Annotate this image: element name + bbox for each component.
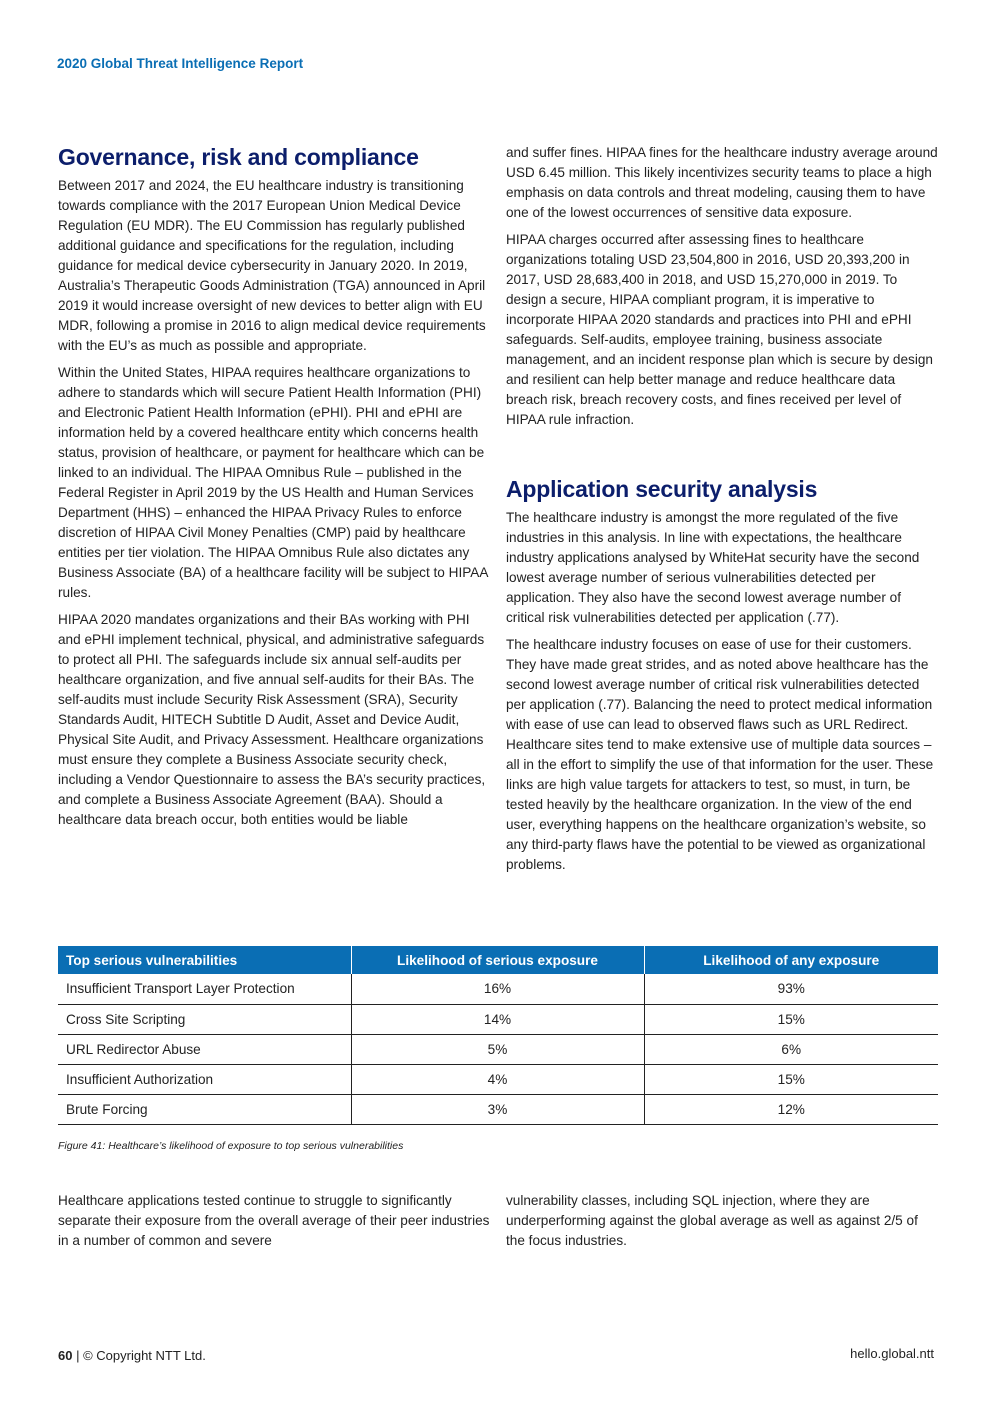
- figure-caption: Figure 41: Healthcare’s likelihood of exposure to top serious vulnerabilities: [58, 1140, 404, 1152]
- appsec-paragraph-2: The healthcare industry focuses on ease of use for their customers. They have made great strides, and as noted above healthcare has the second lowest average number of critical risk vulnerabilities detected per application (.77). Balancing the need to protect medical information with ease of use can lead to observed flaws such as URL Redirect. Healthcare sites tend to make extensive use of multiple data sources – all in the effort to simplify the use of that information for the user. These links are high value targets for attackers to test, so must, in turn, be tested heavily by the healthcare organization. In the view of the end user, everything happens on the healthcare organization’s website, so any third-party flaws have the potential to be viewed as organizational problems.: [506, 637, 934, 872]
- table-row: [58, 1004, 938, 1034]
- governance-paragraph-3: HIPAA 2020 mandates organizations and their BAs working with PHI and ePHI implement technical, physical, and administrative safeguards to protect all PHI. The safeguards include six annual self-audits per healthcare organization, and five annual self-audits for their BAs. The self-audits must include Security Risk Assessment (SRA), Security Standards Audit, HITECH Subtitle D Audit, Asset and Device Audit, Physical Site Audit, and Privacy Assessment. Healthcare organizations must ensure they complete a Business Associate security check, including a Vendor Questionnaire to assess the BA’s security practices, and complete a Business Associate Agreement (BAA). Should a healthcare data breach occur, both entities would be liable: [58, 612, 486, 827]
- vulnerability-name: Insufficient Transport Layer Protection: [58, 974, 351, 1004]
- closing-paragraph-right: vulnerability classes, including SQL injection, where they are underperforming against the global average as well as against 2/5 of the focus industries.: [506, 1193, 918, 1248]
- any-exposure-value: 15%: [644, 1004, 938, 1034]
- serious-exposure-value: 3%: [351, 1094, 644, 1124]
- closing-right: [506, 1191, 938, 1251]
- serious-exposure-value: 4%: [351, 1064, 644, 1094]
- governance-section: [58, 143, 490, 830]
- any-exposure-value: 93%: [644, 974, 938, 1004]
- vulnerability-name: URL Redirector Abuse: [58, 1034, 351, 1064]
- footer-left: [58, 1348, 206, 1363]
- running-header: 2020 Global Threat Intelligence Report: [57, 56, 304, 71]
- appsec-heading: Application security analysis: [506, 476, 818, 502]
- vulnerability-name: Brute Forcing: [58, 1094, 351, 1124]
- any-exposure-value: 6%: [644, 1034, 938, 1064]
- serious-exposure-value: 5%: [351, 1034, 644, 1064]
- table-row: [58, 1094, 938, 1124]
- table-header-vulnerability: Top serious vulnerabilities: [58, 946, 351, 974]
- footer-separator: |: [72, 1348, 84, 1363]
- table-header-any-exposure: Likelihood of any exposure: [644, 946, 938, 974]
- vulnerability-name: Insufficient Authorization: [58, 1064, 351, 1094]
- table-header-serious-exposure: Likelihood of serious exposure: [351, 946, 644, 974]
- serious-exposure-value: 16%: [351, 974, 644, 1004]
- governance-heading: Governance, risk and compliance: [58, 144, 419, 170]
- governance-continued-paragraph-2: HIPAA charges occurred after assessing fines to healthcare organizations totaling USD 23,504,800 in 2016, USD 20,393,200 in 2017, USD 28,683,400 in 2018, and USD 15,270,000 in 2019. To design a secure, HIPAA compliant program, it is imperative to incorporate HIPAA 2020 standards and practices into PHI and ePHI safeguards. Self-audits, employee training, business associate management, and an incident response plan which is secure by design and resilient can help better manage and reduce healthcare data breach risk, breach recovery costs, and fines received per level of HIPAA rule infraction.: [506, 232, 933, 427]
- page-number: 60: [58, 1348, 73, 1363]
- table-row: [58, 1064, 938, 1094]
- appsec-paragraph-1: The healthcare industry is amongst the more regulated of the five industries in this analysis. In line with expectations, the healthcare industry applications analysed by WhiteHat security have the second lowest average number of serious vulnerabilities detected per application. They also have the second lowest average number of critical risk vulnerabilities detected per application (.77).: [506, 510, 920, 625]
- closing-left: [58, 1191, 490, 1251]
- table-header-row: [58, 946, 938, 974]
- serious-exposure-value: 14%: [351, 1004, 644, 1034]
- table-row: [58, 974, 938, 1004]
- governance-continued-paragraph-1: and suffer fines. HIPAA fines for the healthcare industry average around USD 6.45 million. This likely incentivizes security teams to place a high emphasis on data controls and threat modeling, causing them to have one of the lowest occurrences of sensitive data exposure.: [506, 145, 938, 220]
- any-exposure-value: 12%: [644, 1094, 938, 1124]
- governance-paragraph-1: Between 2017 and 2024, the EU healthcare industry is transitioning towards compliance with the 2017 European Union Medical Device Regulation (EU MDR). The EU Commission has regularly published additional guidance and specifications for the regulation, including guidance for medical device cybersecurity in January 2020. In 2019, Australia’s Therapeutic Goods Administration (TGA) announced in April 2019 it would increase oversight of new devices to better align with EU MDR, following a promise in 2016 to align medical device requirements with the EU’s as much as possible and appropriate.: [58, 178, 486, 353]
- copyright: © Copyright NTT Ltd.: [83, 1348, 206, 1363]
- appsec-section: [506, 475, 938, 875]
- footer-website-link[interactable]: hello.global.ntt: [850, 1346, 934, 1361]
- vulnerability-table: [58, 946, 938, 1125]
- table-row: [58, 1034, 938, 1064]
- governance-paragraph-2: Within the United States, HIPAA requires healthcare organizations to adhere to standards which will secure Patient Health Information (PHI) and Electronic Patient Health Information (ePHI). PHI and ePHI are information held by a covered healthcare entity which concerns health status, provision of healthcare, or payment for healthcare which can be linked to an individual. The HIPAA Omnibus Rule – published in the Federal Register in April 2019 by the US Health and Human Services Department (HHS) – enhanced the HIPAA Privacy Rules to enforce discretion of HIPAA Civil Money Penalties (CMP) paid by healthcare entities per tier violation. The HIPAA Omnibus Rule also dictates any Business Associate (BA) of a healthcare facility will be subject to HIPAA rules.: [58, 365, 488, 600]
- vulnerability-name: Cross Site Scripting: [58, 1004, 351, 1034]
- any-exposure-value: 15%: [644, 1064, 938, 1094]
- governance-continued: [506, 143, 938, 430]
- closing-paragraph-left: Healthcare applications tested continue to struggle to significantly separate their exposure from the overall average of their peer industries in a number of common and severe: [58, 1193, 490, 1248]
